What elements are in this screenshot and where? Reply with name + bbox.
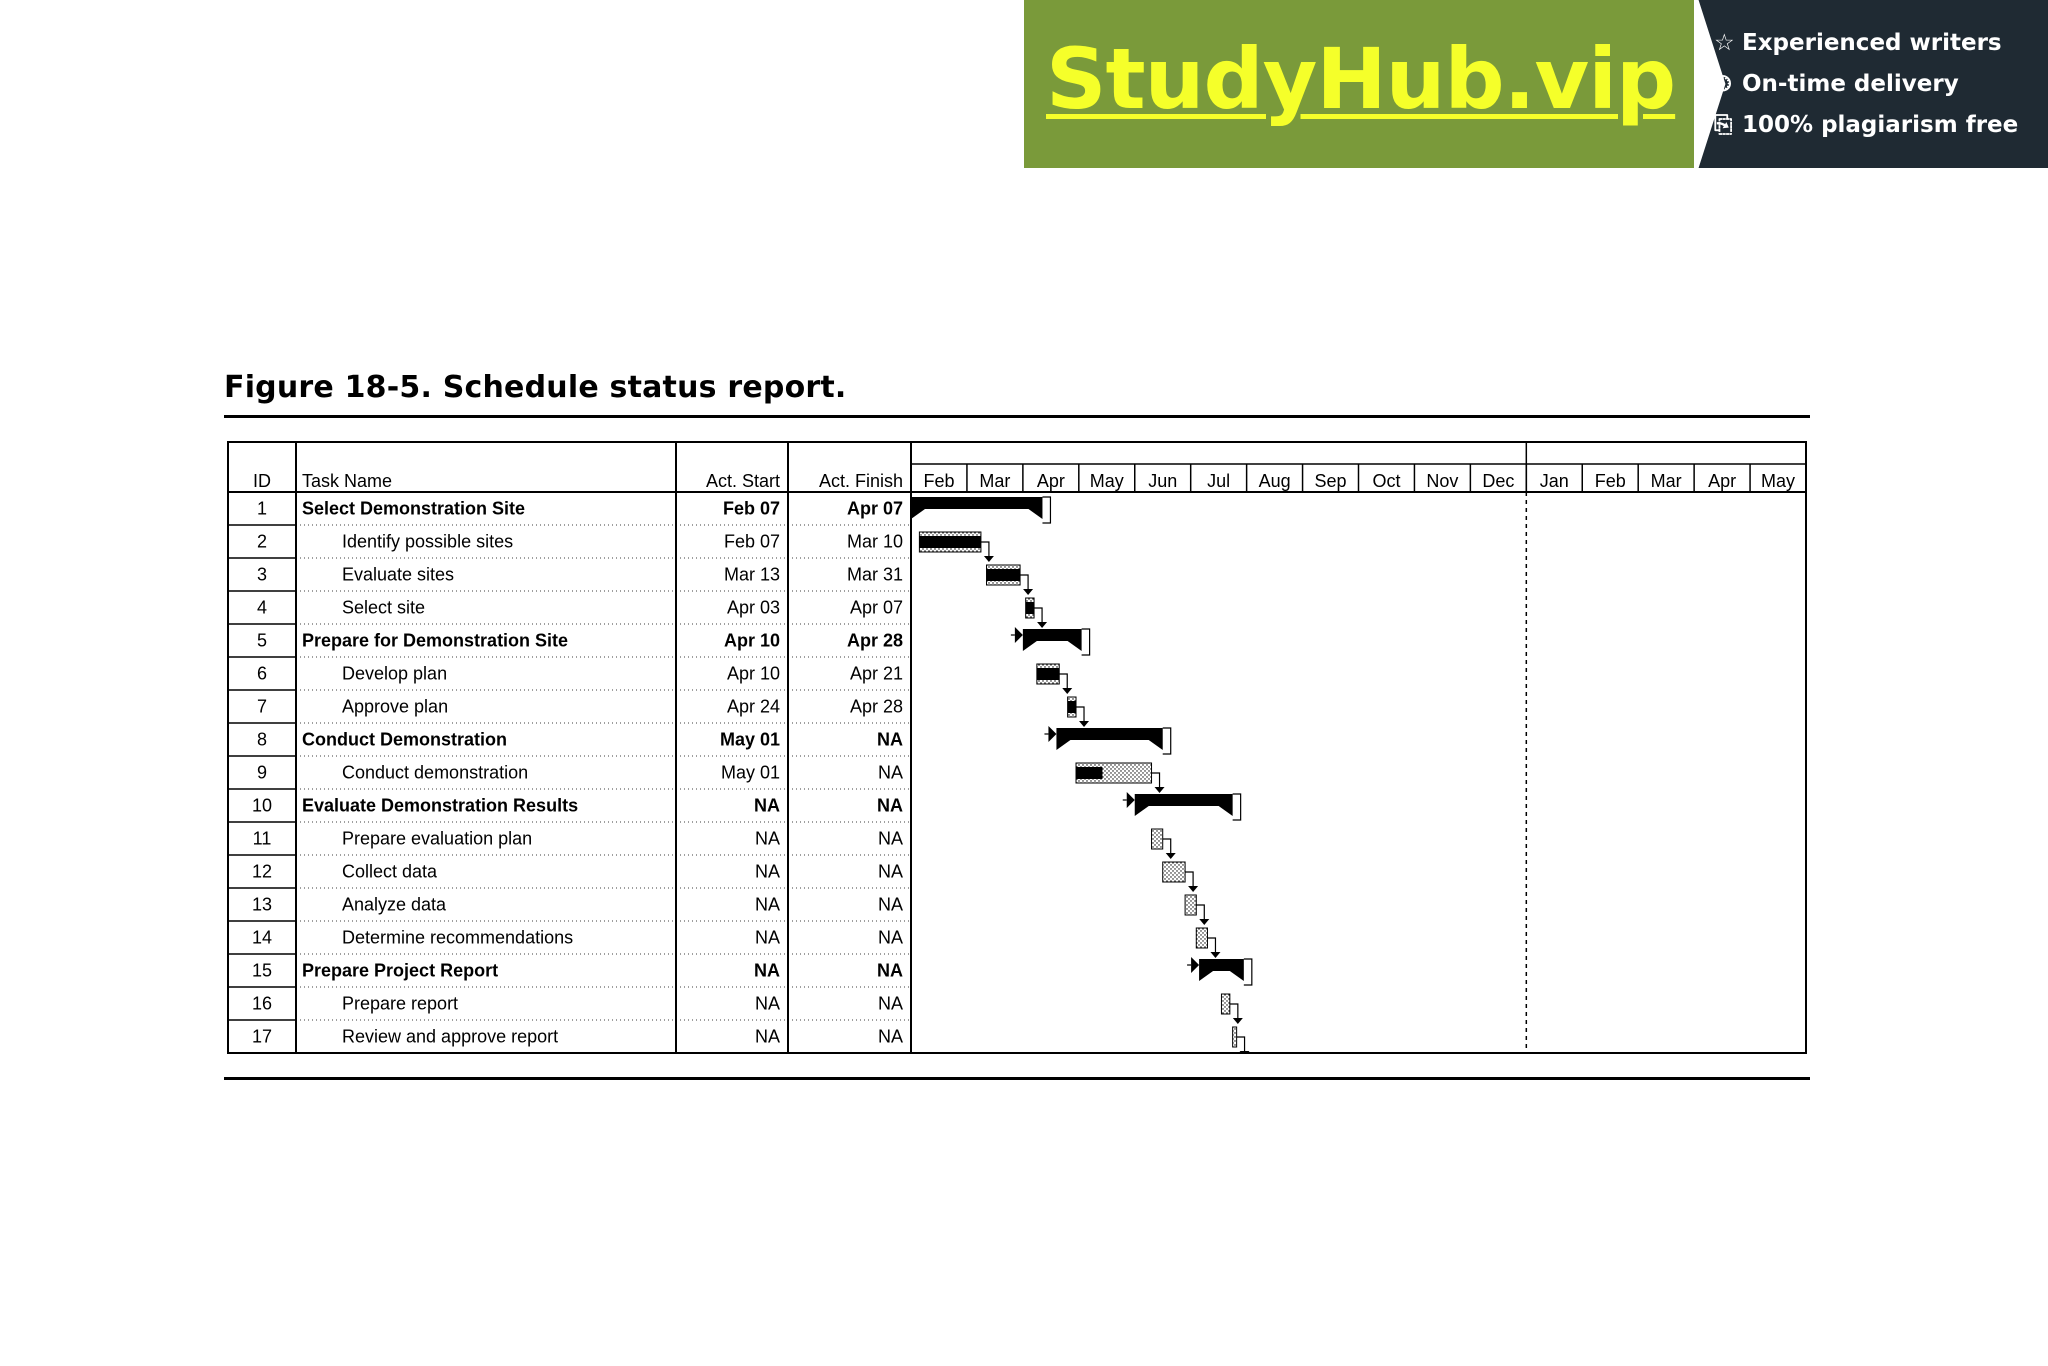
task-bar: [1233, 1027, 1250, 1054]
summary-bar-shape: [911, 497, 1042, 519]
link-line: [1185, 872, 1193, 888]
task-bar-progress: [1037, 668, 1059, 680]
row-task-name: Evaluate sites: [342, 564, 455, 585]
link-arrow: [1037, 622, 1047, 628]
row-act-start: Feb 07: [723, 531, 780, 552]
link-line: [1207, 938, 1215, 954]
row-task-name: Analyze data: [342, 894, 447, 915]
row-act-start: Apr 03: [726, 597, 780, 618]
row-id: 9: [256, 762, 268, 783]
link-line: [1163, 839, 1171, 855]
row-act-start: NA: [754, 795, 780, 816]
row-act-finish: NA: [877, 1026, 903, 1047]
row-id: 14: [251, 927, 273, 948]
row-act-finish: NA: [877, 927, 903, 948]
task-bar: [919, 532, 994, 562]
task-bar-progress: [1068, 701, 1076, 713]
feature-label: 100% plagiarism free: [1742, 112, 2019, 138]
summary-bar-shape: [1135, 794, 1233, 816]
link-arrow: [1188, 886, 1198, 892]
row-act-finish: NA: [877, 861, 903, 882]
task-bar: [1163, 862, 1198, 892]
row-task-name: Prepare Project Report: [302, 960, 499, 981]
row-act-finish: NA: [877, 993, 903, 1014]
row-act-start: Apr 10: [726, 663, 780, 684]
task-bar: [1185, 895, 1209, 925]
link-line: [1152, 773, 1160, 789]
task-bar: [1076, 763, 1165, 793]
link-arrow: [1062, 688, 1072, 694]
summary-bracket: [1042, 497, 1050, 523]
row-id: 4: [256, 597, 268, 618]
task-bar-frame: [1221, 994, 1229, 1014]
feature-item: [1714, 71, 1959, 97]
task-bar-frame: [1196, 928, 1207, 948]
row-id: 13: [251, 894, 273, 915]
task-bar-frame: [1152, 829, 1163, 849]
summary-bar: [1011, 627, 1090, 655]
link-arrow: [1191, 957, 1199, 973]
row-act-finish: NA: [877, 795, 903, 816]
task-bar-progress: [1076, 767, 1102, 779]
summary-bar-shape: [1023, 629, 1082, 651]
task-bar-progress: [919, 536, 981, 548]
row-act-start: NA: [754, 960, 780, 981]
row-act-start: NA: [754, 993, 780, 1014]
link-arrow: [1079, 721, 1089, 727]
row-act-finish: NA: [877, 762, 903, 783]
row-task-name: Approve plan: [342, 696, 449, 717]
month-label: Jul: [1207, 471, 1231, 491]
row-act-finish: Apr 28: [849, 696, 903, 717]
row-id: 10: [251, 795, 273, 816]
row-act-finish: NA: [877, 960, 903, 981]
summary-bracket: [1082, 629, 1090, 655]
row-id: 15: [251, 960, 273, 981]
row-act-finish: NA: [877, 828, 903, 849]
link-arrow: [1199, 919, 1209, 925]
task-bar-frame: [1185, 895, 1196, 915]
task-bar: [987, 565, 1034, 595]
header-act-start: Act. Start: [705, 471, 780, 491]
month-label: May: [1089, 471, 1124, 491]
row-act-finish: Apr 07: [849, 597, 903, 618]
row-task-name: Conduct Demonstration: [302, 729, 507, 750]
header-id: ID: [253, 471, 271, 491]
row-act-start: NA: [754, 828, 780, 849]
star-icon: ☆: [1714, 30, 1735, 56]
row-act-start: NA: [754, 927, 780, 948]
month-label: Nov: [1426, 471, 1459, 491]
month-label: Apr: [1708, 471, 1737, 491]
row-act-start: Apr 24: [726, 696, 780, 717]
summary-bar: [1044, 726, 1170, 754]
row-id: 3: [256, 564, 268, 585]
row-act-start: Mar 13: [723, 564, 780, 585]
row-task-name: Develop plan: [342, 663, 448, 684]
month-label: Sep: [1314, 471, 1347, 491]
header-act-finish: Act. Finish: [818, 471, 903, 491]
month-label: Mar: [979, 471, 1011, 491]
feature-label: On-time delivery: [1742, 71, 1959, 97]
link-arrow: [1210, 952, 1220, 958]
task-bar: [1152, 829, 1176, 859]
feature-item: [1714, 112, 2018, 138]
row-id: 17: [251, 1026, 273, 1047]
row-act-start: Feb 07: [722, 498, 780, 519]
row-act-finish: NA: [877, 729, 903, 750]
row-id: 11: [252, 828, 272, 849]
row-task-name: Determine recommendations: [342, 927, 574, 948]
row-act-start: Apr 10: [723, 630, 780, 651]
row-act-finish: Apr 28: [846, 630, 903, 651]
brand-logo[interactable]: StudyHub.vip: [1046, 30, 1676, 128]
row-act-finish: Mar 31: [846, 564, 903, 585]
row-act-start: May 01: [720, 762, 780, 783]
task-bar: [1068, 697, 1089, 727]
link-arrow: [984, 556, 994, 562]
month-label: Mar: [1650, 471, 1682, 491]
row-act-finish: Apr 21: [849, 663, 903, 684]
summary-bracket: [1163, 728, 1171, 754]
month-label: Feb: [923, 471, 955, 491]
link-line: [1196, 905, 1204, 921]
row-id: 16: [251, 993, 273, 1014]
link-line: [1237, 1037, 1245, 1053]
task-bar-progress: [987, 569, 1021, 581]
link-line: [1034, 608, 1042, 624]
gantt-bars: [911, 497, 1252, 1054]
month-label: Aug: [1258, 471, 1291, 491]
row-id: 12: [251, 861, 273, 882]
link-line: [1076, 707, 1084, 723]
row-task-name: Review and approve report: [342, 1026, 559, 1047]
summary-bracket: [1244, 959, 1252, 985]
row-id: 6: [256, 663, 268, 684]
row-task-name: Prepare evaluation plan: [342, 828, 533, 849]
month-label: Jan: [1539, 471, 1569, 491]
row-task-name: Prepare report: [342, 993, 459, 1014]
summary-bar: [1187, 957, 1252, 985]
month-label: Dec: [1482, 471, 1515, 491]
figure-title: Figure 18-5. Schedule status report.: [224, 370, 847, 405]
task-bar: [1196, 928, 1220, 958]
row-id: 1: [256, 498, 268, 519]
row-id: 7: [256, 696, 268, 717]
month-label: Oct: [1372, 471, 1401, 491]
bottom-rule: [224, 1077, 1810, 1080]
row-act-start: NA: [754, 861, 780, 882]
row-task-name: Select site: [342, 597, 426, 618]
gantt-chart: [226, 440, 1808, 1054]
summary-bar-shape: [1199, 959, 1244, 981]
link-arrow: [1233, 1018, 1243, 1024]
link-arrow: [1155, 787, 1165, 793]
feature-label: Experienced writers: [1742, 30, 2002, 56]
task-bar-progress: [1026, 602, 1034, 614]
copy-icon: ⎘: [1714, 112, 1733, 138]
month-label: Feb: [1594, 471, 1626, 491]
row-id: 8: [256, 729, 268, 750]
month-label: May: [1761, 471, 1796, 491]
link-line: [1230, 1004, 1238, 1020]
gantt-svg: [226, 440, 1808, 1054]
task-bar: [1037, 664, 1072, 694]
link-arrow: [1127, 792, 1135, 808]
row-act-finish: Apr 07: [846, 498, 903, 519]
row-id: 5: [256, 630, 268, 651]
summary-bar: [911, 497, 1050, 523]
summary-bar-shape: [1056, 728, 1162, 750]
month-label: Apr: [1036, 471, 1065, 491]
month-label: Jun: [1148, 471, 1178, 491]
link-arrow: [1015, 627, 1023, 643]
task-bar-frame: [1233, 1027, 1237, 1047]
task-bar: [1221, 994, 1242, 1024]
row-id: 2: [256, 531, 268, 552]
summary-bar: [1123, 792, 1241, 820]
banner-green-panel: [1024, 0, 1694, 168]
table-text: [252, 471, 1795, 1047]
ad-banner[interactable]: [1024, 0, 2048, 168]
link-arrow: [1048, 726, 1056, 742]
header-task-name: Task Name: [302, 471, 393, 491]
row-act-start: May 01: [719, 729, 780, 750]
row-act-start: NA: [754, 1026, 780, 1047]
link-line: [1020, 575, 1028, 591]
top-rule: [224, 415, 1810, 418]
summary-bracket: [1233, 794, 1241, 820]
link-line: [1059, 674, 1067, 690]
link-line: [981, 542, 989, 558]
task-bar-frame: [1163, 862, 1185, 882]
row-act-finish: NA: [877, 894, 903, 915]
row-task-name: Evaluate Demonstration Results: [302, 795, 579, 816]
task-bar: [1026, 598, 1047, 628]
row-task-name: Identify possible sites: [342, 531, 514, 552]
row-task-name: Collect data: [342, 861, 438, 882]
row-act-start: NA: [754, 894, 780, 915]
row-task-name: Prepare for Demonstration Site: [302, 630, 569, 651]
row-task-name: Select Demonstration Site: [302, 498, 526, 519]
row-task-name: Conduct demonstration: [342, 762, 529, 783]
clock-icon: ⏲: [1714, 71, 1732, 97]
feature-item: [1714, 30, 2002, 56]
link-arrow: [1166, 853, 1176, 859]
link-arrow: [1023, 589, 1033, 595]
row-act-finish: Mar 10: [846, 531, 903, 552]
